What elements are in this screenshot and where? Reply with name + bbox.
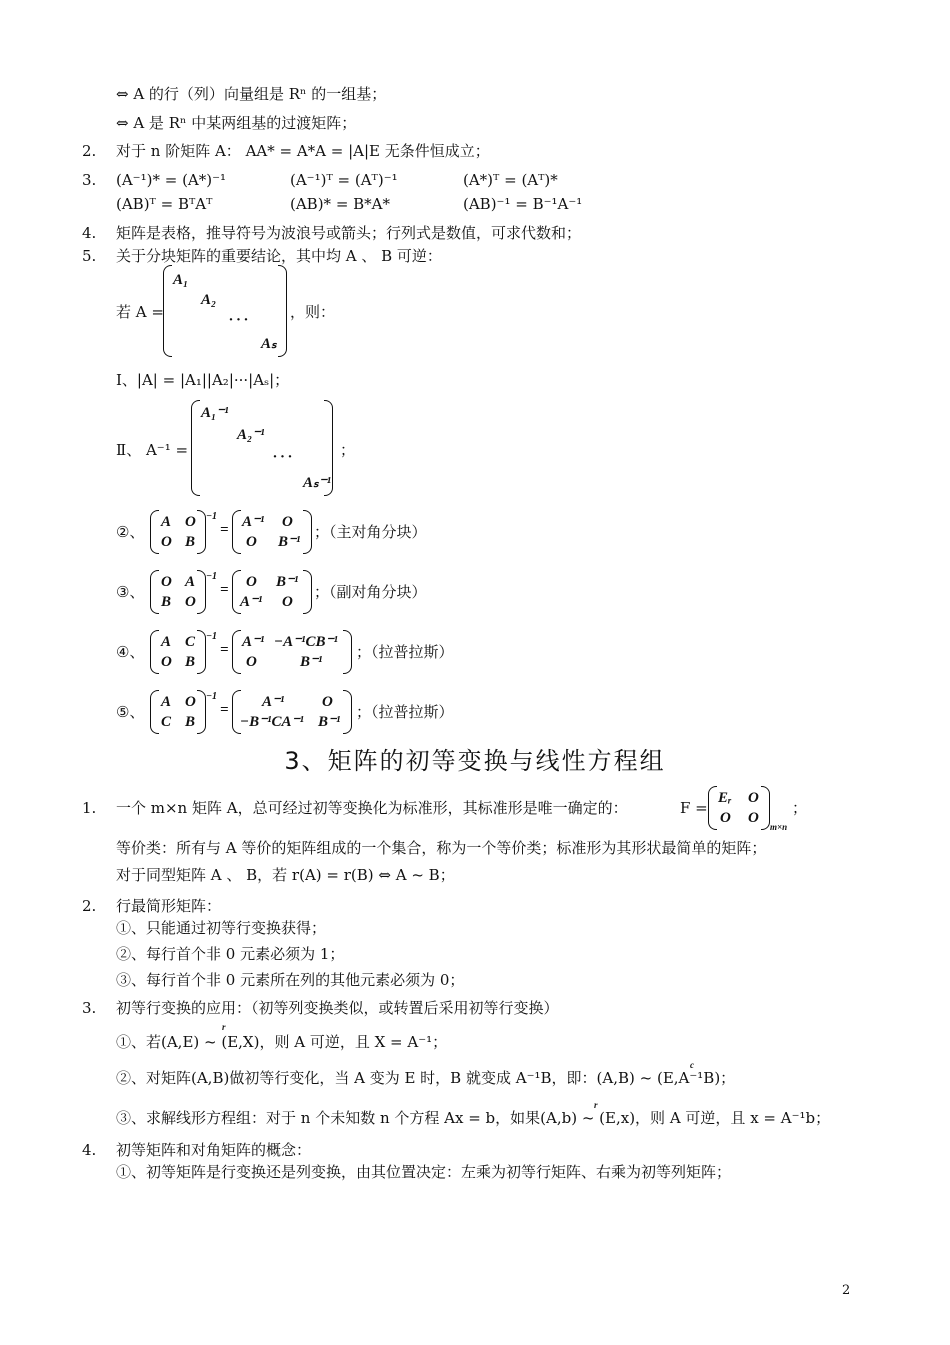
formula-cell: (AB)* = B*A* [290, 195, 391, 213]
matrix-entry: O [161, 534, 172, 550]
tilde-mark: r [594, 1100, 598, 1110]
matrix-entry: · · · [273, 449, 292, 465]
item-number: 4. [82, 1141, 97, 1159]
matrix-entry: Aₛ⁻¹ [303, 475, 332, 491]
block-diagonal-matrix [163, 265, 287, 357]
matrix-entry: B [185, 534, 196, 550]
formula-label: ②、 [116, 523, 145, 541]
inverse-superscript: −1 [206, 571, 218, 582]
roman-1-determinant: Ⅰ、|A| = |A₁||A₂|···|Aₛ|； [116, 371, 290, 389]
rref-heading: 行最简形矩阵： [116, 897, 222, 915]
semicolon: ； [340, 441, 356, 459]
rref-rule: ①、只能通过初等行变换获得； [116, 919, 327, 937]
matrix-entry: A [161, 514, 172, 530]
matrix-entry: O [720, 810, 731, 826]
item-number: 2. [82, 897, 97, 915]
if-label: 若 A = [116, 303, 164, 321]
row-ops-heading: 初等行变换的应用：（初等列变换类似，或转置后采用初等行变换） [116, 999, 559, 1017]
roman-2-label: Ⅱ、 A⁻¹ = [116, 441, 189, 459]
inverse-superscript: −1 [206, 631, 218, 642]
lhs-block-matrix [150, 630, 206, 674]
formula-cell: (AB)ᵀ = BᵀAᵀ [116, 195, 213, 213]
item-matrix-vs-determinant: 矩阵是表格，推导符号为波浪号或箭头；行列式是数值，可求代数和； [116, 224, 582, 242]
formula-cell: (AB)⁻¹ = B⁻¹A⁻¹ [463, 195, 583, 213]
matrix-size-subscript: m×n [770, 822, 788, 832]
matrix-entry: A⁻¹ [240, 594, 263, 610]
item-number: 1. [82, 799, 97, 817]
item-number: 2. [82, 142, 97, 160]
matrix-entry: A₂⁻¹ [237, 427, 265, 443]
matrix-entry: A₁⁻¹ [201, 405, 229, 421]
elementary-matrix-heading: 初等矩阵和对角矩阵的概念： [116, 1141, 312, 1159]
matrix-entry: Eᵣ [718, 790, 732, 806]
row-ops-multiply: ②、对矩阵(A,B)做初等行变化，当 A 变为 E 时，B 就变成 A⁻¹B，即：(A,B) ~ (E,A⁻¹B)； [116, 1069, 736, 1087]
item-number: 3. [82, 999, 97, 1017]
formula-note: ；（副对角分块） [314, 583, 427, 601]
tilde-mark: r [222, 1022, 226, 1032]
matrix-entry: O [185, 694, 196, 710]
matrix-entry: O [748, 810, 759, 826]
standard-form-matrix [708, 786, 770, 830]
item-adjugate-identity: 对于 n 阶矩阵 A： AA* = A*A = |A|E 无条件恒成立； [116, 142, 490, 160]
rref-rule: ②、每行首个非 0 元素必须为 1； [116, 945, 345, 963]
equals-sign: = [220, 582, 229, 598]
matrix-entry: A⁻¹ [242, 514, 265, 530]
block-diagonal-inverse-matrix [191, 400, 333, 496]
elementary-matrix-rule: ①、初等矩阵是行变换还是列变换，由其位置决定：左乘为初等行矩阵、右乘为初等列矩阵； [116, 1163, 732, 1181]
matrix-entry: A₂ [201, 292, 217, 308]
matrix-entry: O [282, 594, 293, 610]
line-transition-matrix: ⇔ A 是 Rⁿ 中某两组基的过渡矩阵； [116, 114, 357, 132]
rhs-block-matrix [232, 690, 352, 734]
page-number: 2 [842, 1283, 851, 1298]
matrix-entry: A [161, 634, 172, 650]
formula-note: ；（拉普拉斯） [356, 703, 454, 721]
matrix-entry: O [246, 574, 257, 590]
lhs-block-matrix [150, 690, 206, 734]
section-title: 3、矩阵的初等变换与线性方程组 [284, 747, 666, 775]
item-number: 4. [82, 224, 97, 242]
matrix-entry: O [748, 790, 759, 806]
rhs-block-matrix [232, 630, 352, 674]
equals-sign: = [220, 522, 229, 538]
matrix-entry: −B⁻¹CA⁻¹ [240, 714, 304, 730]
matrix-entry: A [161, 694, 172, 710]
row-ops-inverse: ①、若(A,E) ~ (E,X)，则 A 可逆，且 X = A⁻¹； [116, 1033, 448, 1051]
matrix-entry: A [185, 574, 196, 590]
standard-form-text: 一个 m×n 矩阵 A，总可经过初等变换化为标准形，其标准形是唯一确定的： [116, 799, 628, 817]
matrix-entry: · · · [229, 312, 248, 328]
rank-equivalence-text: 对于同型矩阵 A 、 B，若 r(A) = r(B) ⇔ A ~ B； [116, 866, 455, 884]
lhs-block-matrix [150, 570, 206, 614]
lhs-block-matrix [150, 510, 206, 554]
matrix-entry: B [185, 714, 196, 730]
matrix-entry: O [161, 654, 172, 670]
inverse-superscript: −1 [206, 511, 218, 522]
matrix-entry: C [185, 634, 196, 650]
item-number: 5. [82, 247, 97, 265]
matrix-entry: O [322, 694, 333, 710]
item-block-matrix-intro: 关于分块矩阵的重要结论，其中均 A 、 B 可逆： [116, 247, 442, 265]
matrix-entry: B⁻¹ [276, 574, 299, 590]
matrix-entry: A⁻¹ [262, 694, 285, 710]
formula-cell: (A⁻¹)ᵀ = (Aᵀ)⁻¹ [290, 171, 398, 189]
matrix-entry: C [161, 714, 172, 730]
matrix-entry: B [185, 654, 196, 670]
matrix-entry: B⁻¹ [318, 714, 341, 730]
matrix-entry: O [246, 654, 257, 670]
matrix-entry: O [161, 574, 172, 590]
formula-label: ④、 [116, 643, 145, 661]
matrix-entry: −A⁻¹CB⁻¹ [274, 634, 338, 650]
then-label: ，则： [290, 303, 336, 321]
formula-note: ；（拉普拉斯） [356, 643, 454, 661]
equals-sign: = [220, 702, 229, 718]
rhs-block-matrix [232, 570, 312, 614]
formula-cell: (A⁻¹)* = (A*)⁻¹ [116, 171, 227, 189]
matrix-entry: B⁻¹ [300, 654, 323, 670]
matrix-entry: Aₛ [261, 336, 277, 352]
matrix-entry: O [282, 514, 293, 530]
rhs-block-matrix [232, 510, 312, 554]
matrix-entry: O [185, 514, 196, 530]
tilde-mark: c [690, 1060, 694, 1070]
equivalence-class-text: 等价类：所有与 A 等价的矩阵组成的一个集合，称为一个等价类；标准形为其形状最简单的矩阵； [116, 839, 767, 857]
formula-label: ③、 [116, 583, 145, 601]
item-number: 3. [82, 171, 97, 189]
formula-note: ；（主对角分块） [314, 523, 427, 541]
matrix-entry: A₁ [173, 272, 189, 288]
matrix-entry: B⁻¹ [278, 534, 301, 550]
formula-cell: (A*)ᵀ = (Aᵀ)* [463, 171, 558, 189]
formula-label: ⑤、 [116, 703, 145, 721]
matrix-entry: O [185, 594, 196, 610]
matrix-entry: B [161, 594, 172, 610]
equals-sign: = [220, 642, 229, 658]
matrix-entry: O [246, 534, 257, 550]
semicolon: ； [792, 799, 808, 817]
rref-rule: ③、每行首个非 0 元素所在列的其他元素必须为 0； [116, 971, 465, 989]
standard-form-label: F = [680, 799, 708, 817]
line-basis: ⇔ A 的行（列）向量组是 Rⁿ 的一组基； [116, 85, 387, 103]
row-ops-solve-system: ③、求解线形方程组：对于 n 个未知数 n 个方程 Ax = b，如果(A,b) ~ (E,x)，则 A 可逆，且 x = A⁻¹b； [116, 1109, 831, 1127]
matrix-entry: A⁻¹ [242, 634, 265, 650]
inverse-superscript: −1 [206, 691, 218, 702]
